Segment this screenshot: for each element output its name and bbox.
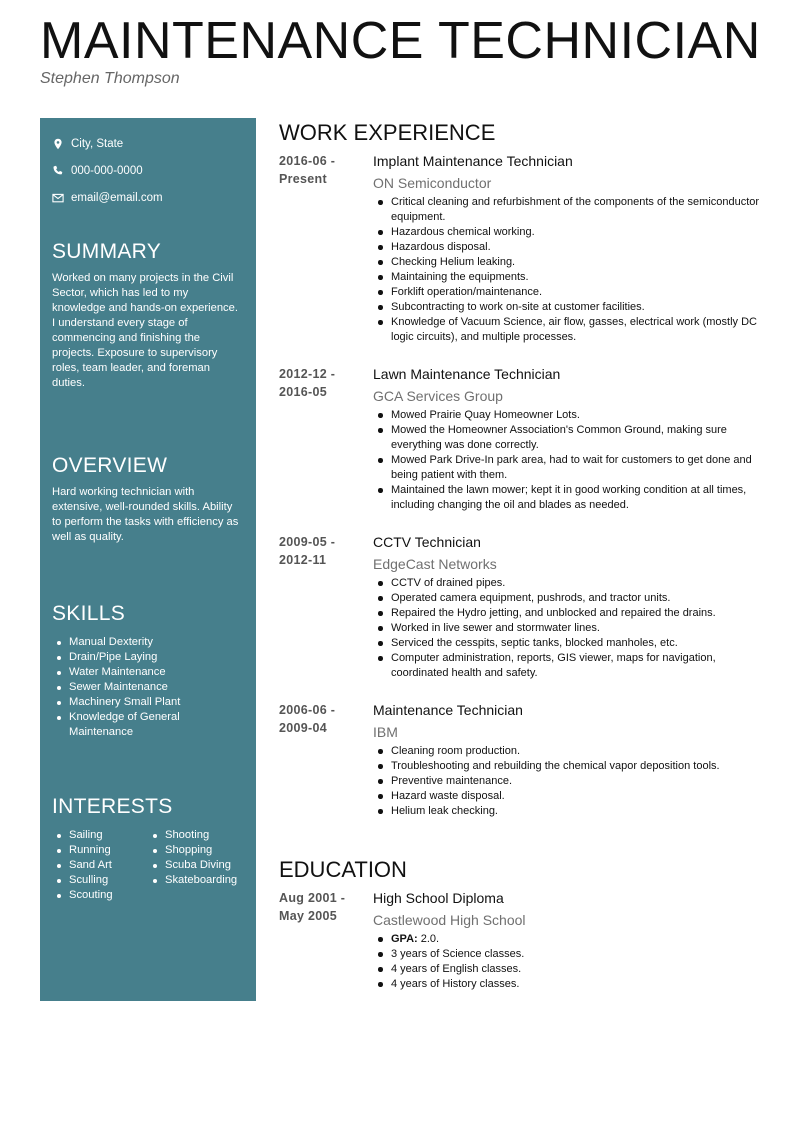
list-item: Preventive maintenance. bbox=[391, 774, 769, 789]
location-pin-icon bbox=[52, 138, 64, 150]
list-item: Manual Dexterity bbox=[69, 635, 244, 650]
list-item: Checking Helium leaking. bbox=[391, 255, 769, 270]
list-item: Hazardous chemical working. bbox=[391, 225, 769, 240]
entry-org: EdgeCast Networks bbox=[373, 556, 497, 572]
interests-section bbox=[52, 794, 244, 903]
contact-email bbox=[52, 184, 244, 211]
entry-dates bbox=[279, 889, 373, 992]
entry-body bbox=[373, 152, 769, 345]
list-item: Hazardous disposal. bbox=[391, 240, 769, 255]
person-name: Stephen Thompson bbox=[40, 70, 180, 87]
list-item: Sand Art bbox=[69, 858, 148, 873]
overview-section bbox=[52, 453, 244, 545]
list-item: Knowledge of General Maintenance bbox=[69, 710, 244, 740]
entry-bullets bbox=[373, 195, 769, 345]
job-title: MAINTENANCE TECHNICIAN bbox=[40, 12, 761, 70]
date-end: May 2005 bbox=[279, 909, 337, 923]
list-item: Shopping bbox=[165, 843, 244, 858]
interests-heading: INTERESTS bbox=[52, 795, 173, 818]
list-item: Mowed Park Drive-In park area, had to wait for customers to get done and being patient with them. bbox=[391, 453, 769, 483]
list-item: Shooting bbox=[165, 828, 244, 843]
list-item: Forklift operation/maintenance. bbox=[391, 285, 769, 300]
entry-bullets bbox=[373, 576, 769, 681]
skills-section bbox=[52, 601, 244, 740]
date-end: 2009-04 bbox=[279, 721, 327, 735]
main-content bbox=[279, 118, 769, 992]
entry-body bbox=[373, 889, 769, 992]
list-item: Mowed the Homeowner Association's Common Ground, making sure everything was done correctly. bbox=[391, 423, 769, 453]
list-item: Worked in live sewer and stormwater lines. bbox=[391, 621, 769, 636]
list-item: Skateboarding bbox=[165, 873, 244, 888]
interests-grid bbox=[52, 820, 244, 903]
resume-header bbox=[40, 10, 761, 88]
education-entry bbox=[279, 889, 769, 992]
interests-list-col1 bbox=[52, 828, 148, 903]
entry-body bbox=[373, 533, 769, 681]
list-item: Hazard waste disposal. bbox=[391, 789, 769, 804]
gpa-value: 2.0. bbox=[417, 933, 440, 945]
work-entry bbox=[279, 152, 769, 345]
work-experience-heading: WORK EXPERIENCE bbox=[279, 120, 496, 145]
date-end: 2012-11 bbox=[279, 553, 327, 567]
entry-org: ON Semiconductor bbox=[373, 175, 492, 191]
entry-role: CCTV Technician bbox=[373, 534, 481, 550]
entry-dates bbox=[279, 701, 373, 819]
list-item: Sewer Maintenance bbox=[69, 680, 244, 695]
skills-heading: SKILLS bbox=[52, 602, 126, 625]
list-item: Maintaining the equipments. bbox=[391, 270, 769, 285]
contact-location-text: City, State bbox=[71, 137, 124, 150]
list-item: Serviced the cesspits, septic tanks, blocked manholes, etc. bbox=[391, 636, 769, 651]
list-item: Running bbox=[69, 843, 148, 858]
list-item: Critical cleaning and refurbishment of the components of the semiconductor equipment. bbox=[391, 195, 769, 225]
list-item: Maintained the lawn mower; kept it in good working condition at all times, including changing the oil and blades as needed. bbox=[391, 483, 769, 513]
work-entry bbox=[279, 533, 769, 681]
date-start: 2006-06 - bbox=[279, 703, 336, 717]
entry-dates bbox=[279, 152, 373, 345]
list-item: Machinery Small Plant bbox=[69, 695, 244, 710]
list-item: 4 years of English classes. bbox=[391, 962, 769, 977]
date-start: 2009-05 - bbox=[279, 535, 336, 549]
entry-org: Castlewood High School bbox=[373, 912, 526, 928]
list-item: Sculling bbox=[69, 873, 148, 888]
entry-role: Maintenance Technician bbox=[373, 702, 523, 718]
list-item: Drain/Pipe Laying bbox=[69, 650, 244, 665]
date-start: Aug 2001 - bbox=[279, 891, 346, 905]
education-heading: EDUCATION bbox=[279, 857, 407, 882]
email-icon bbox=[52, 192, 64, 204]
sidebar bbox=[40, 118, 256, 1001]
entry-role: High School Diploma bbox=[373, 890, 504, 906]
work-entry bbox=[279, 701, 769, 819]
entry-role: Implant Maintenance Technician bbox=[373, 153, 573, 169]
list-item bbox=[391, 932, 769, 947]
list-item: Knowledge of Vacuum Science, air flow, gasses, electrical work (mostly DC logic circuits), and multiple processes. bbox=[391, 315, 769, 345]
list-item: Water Maintenance bbox=[69, 665, 244, 680]
work-entry bbox=[279, 365, 769, 513]
entry-dates bbox=[279, 533, 373, 681]
interests-list-col2 bbox=[148, 828, 244, 903]
list-item: Helium leak checking. bbox=[391, 804, 769, 819]
contact-phone-text[interactable]: 000-000-0000 bbox=[71, 164, 143, 177]
skills-list bbox=[52, 635, 244, 740]
summary-heading: SUMMARY bbox=[52, 240, 162, 263]
entry-bullets bbox=[373, 932, 769, 992]
entry-bullets bbox=[373, 408, 769, 513]
date-end: Present bbox=[279, 172, 327, 186]
summary-text: Worked on many projects in the Civil Sector, which has led to my knowledge and hands-on experience. I understand every stage of commencing and finishing the projects. Exposure to supervisory roles, team leader, and foreman duties. bbox=[52, 272, 238, 389]
list-item: 3 years of Science classes. bbox=[391, 947, 769, 962]
list-item: Sailing bbox=[69, 828, 148, 843]
list-item: Scuba Diving bbox=[165, 858, 244, 873]
date-start: 2016-06 - bbox=[279, 154, 336, 168]
list-item: Troubleshooting and rebuilding the chemical vapor deposition tools. bbox=[391, 759, 769, 774]
entry-role: Lawn Maintenance Technician bbox=[373, 366, 561, 382]
date-start: 2012-12 - bbox=[279, 367, 336, 381]
list-item: Subcontracting to work on-site at customer facilities. bbox=[391, 300, 769, 315]
summary-section bbox=[52, 239, 244, 391]
entry-body bbox=[373, 701, 769, 819]
list-item: Mowed Prairie Quay Homeowner Lots. bbox=[391, 408, 769, 423]
list-item: Scouting bbox=[69, 888, 148, 903]
list-item: CCTV of drained pipes. bbox=[391, 576, 769, 591]
overview-text: Hard working technician with extensive, well-rounded skills. Ability to perform the tasks with efficiency as well as quality. bbox=[52, 486, 239, 543]
date-end: 2016-05 bbox=[279, 385, 327, 399]
overview-heading: OVERVIEW bbox=[52, 454, 168, 477]
entry-bullets bbox=[373, 744, 769, 819]
entry-body bbox=[373, 365, 769, 513]
list-item: Cleaning room production. bbox=[391, 744, 769, 759]
list-item: Operated camera equipment, pushrods, and tractor units. bbox=[391, 591, 769, 606]
list-item: 4 years of History classes. bbox=[391, 977, 769, 992]
contact-phone bbox=[52, 157, 244, 184]
phone-icon bbox=[52, 165, 64, 177]
entry-dates bbox=[279, 365, 373, 513]
contact-location bbox=[52, 130, 244, 157]
entry-org: IBM bbox=[373, 724, 398, 740]
list-item: Computer administration, reports, GIS viewer, maps for navigation, coordinated health and safety. bbox=[391, 651, 769, 681]
list-item: Repaired the Hydro jetting, and unblocked and repaired the drains. bbox=[391, 606, 769, 621]
entry-org: GCA Services Group bbox=[373, 388, 503, 404]
contact-email-text[interactable]: email@email.com bbox=[71, 191, 163, 204]
gpa-label: GPA: bbox=[391, 933, 418, 945]
